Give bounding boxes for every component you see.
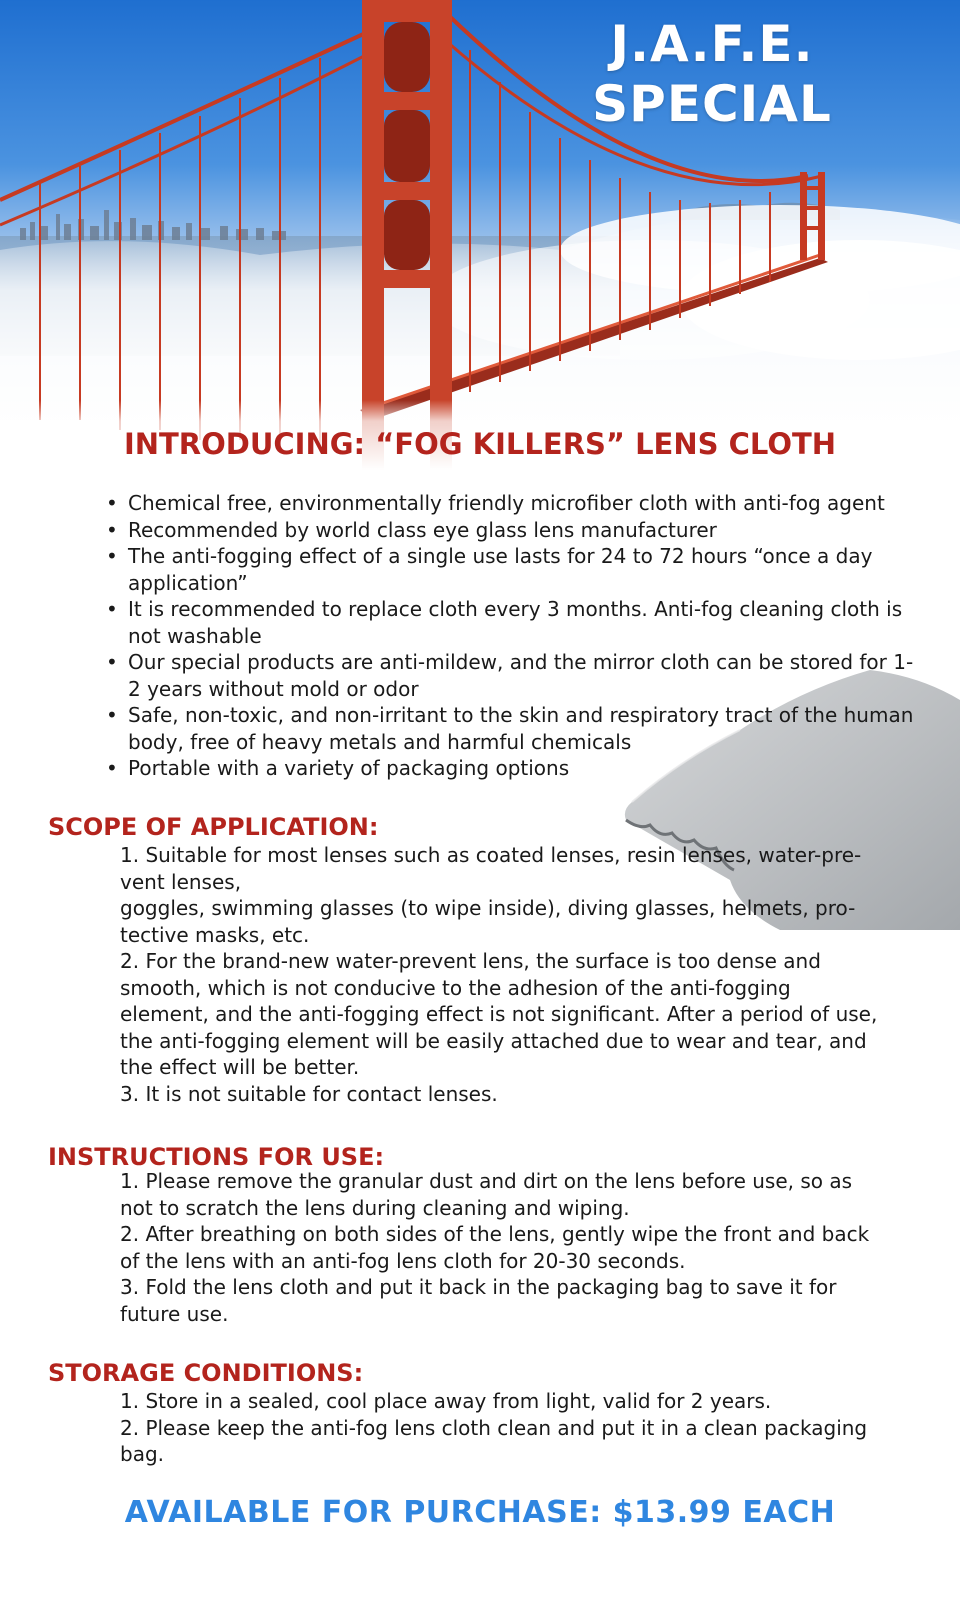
scope-line: 2. For the brand-new water-prevent lens, the surface is too dense and smooth, which is not conducive to the adhesion of the anti-fogging element, and the anti-fogging effect is not significant. After a period of use, the anti-fogging element will be easily attached due to wear and tear, and the effect will be better. (120, 949, 878, 1079)
storage-heading: STORAGE CONDITIONS: (48, 1359, 364, 1387)
feature-item: • Recommended by world class eye glass lens manufacturer (104, 517, 924, 544)
purchase-price: AVAILABLE FOR PURCHASE: $13.99 EACH (124, 1495, 836, 1530)
hero-title (582, 14, 842, 134)
intro-heading: INTRODUCING: “FOG KILLERS” LENS CLOTH (123, 427, 837, 461)
storage-line: 2. Please keep the anti-fog lens cloth clean and put it in a clean packaging bag. (120, 1415, 868, 1466)
instructions-body (120, 1168, 880, 1327)
feature-item: • Safe, non-toxic, and non-irritant to the skin and respiratory tract of the human body, free of heavy metals and harmful chemicals (104, 702, 924, 755)
instructions-line: 2. After breathing on both sides of the lens, gently wipe the front and back of the lens with an anti-fog lens cloth for 20-30 seconds. (120, 1222, 870, 1273)
hero-title-line1: J.A.F.E. (610, 15, 814, 73)
scope-line: 1. Suitable for most lenses such as coated lenses, resin lenses, water-pre-vent lenses, (120, 843, 862, 894)
scope-line: 3. It is not suitable for contact lenses. (120, 1081, 498, 1106)
hero-title-line2: SPECIAL (592, 75, 832, 133)
feature-list (104, 490, 924, 782)
hero-banner (0, 0, 960, 470)
instructions-line: 1. Please remove the granular dust and dirt on the lens before use, so as not to scratch the lens during cleaning and wiping. (120, 1169, 853, 1220)
feature-item: • Portable with a variety of packaging options (104, 755, 924, 782)
feature-item: • Our special products are anti-mildew, and the mirror cloth can be stored for 1-2 years without mold or odor (104, 649, 924, 702)
feature-item: • The anti-fogging effect of a single use lasts for 24 to 72 hours “once a day application” (104, 543, 924, 596)
scope-line: goggles, swimming glasses (to wipe inside), diving glasses, helmets, pro-tective masks, etc. (120, 896, 856, 947)
scope-heading: SCOPE OF APPLICATION: (48, 813, 379, 841)
feature-item: • It is recommended to replace cloth every 3 months. Anti-fog cleaning cloth is not washable (104, 596, 924, 649)
storage-body (120, 1388, 880, 1468)
storage-line: 1. Store in a sealed, cool place away from light, valid for 2 years. (120, 1389, 772, 1413)
instructions-line: 3. Fold the lens cloth and put it back in the packaging bag to save it for future use. (120, 1275, 837, 1326)
feature-item: • Chemical free, environmentally friendly microfiber cloth with anti-fog agent (104, 490, 924, 517)
instructions-heading: INSTRUCTIONS FOR USE: (48, 1143, 385, 1171)
scope-body (120, 842, 880, 1107)
